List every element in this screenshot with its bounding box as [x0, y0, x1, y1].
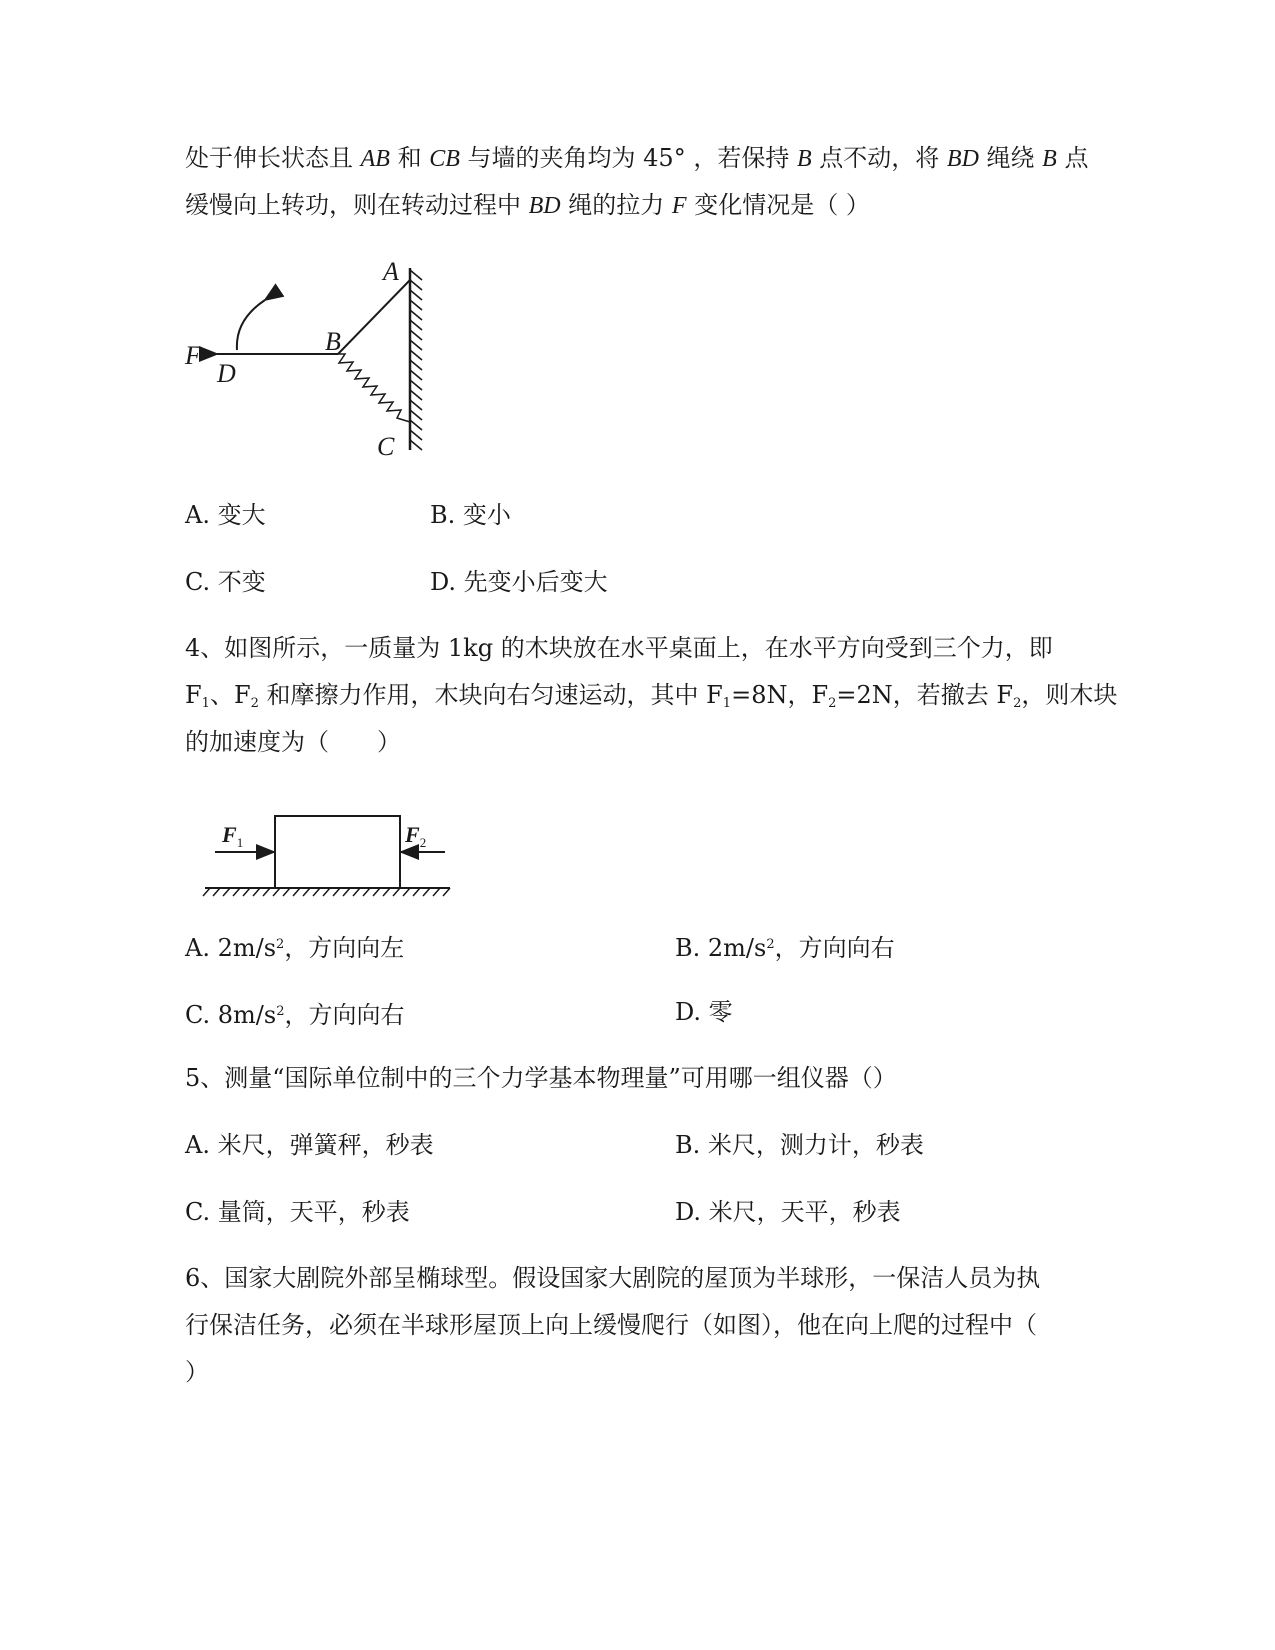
q6-line-2: 行保洁任务，必须在半球形屋顶上向上缓慢爬行（如图），他在向上爬的过程中（: [185, 1311, 1037, 1339]
q3-option-b[interactable]: B. 变小: [430, 501, 511, 529]
q4-option-c[interactable]: C. $8m/s^2$，方向向右: [185, 1001, 405, 1029]
q3-figure: [175, 250, 460, 475]
q5-option-c[interactable]: C. 量筒，天平，秒表: [185, 1198, 410, 1226]
point-label-b: B: [325, 327, 341, 356]
q5-option-a[interactable]: A. 米尺，弹簧秤，秒表: [185, 1131, 434, 1159]
spring-bc: [338, 354, 410, 422]
q5-line-1: 5、测量“国际单位制中的三个力学基本物理量”可用哪一组仪器（）: [185, 1064, 897, 1092]
point-label-d: D: [217, 359, 236, 388]
q4-option-a[interactable]: A. $2m/s^2$，方向向左: [185, 934, 405, 962]
q3-line-1: 处于伸长状态且 AB 和 CB 与墙的夹角均为 45° ，若保持 B 点不动，将 BD 绳绕 B 点: [185, 144, 1089, 172]
label-b: B: [796, 146, 812, 172]
ground-hatching: [203, 888, 450, 896]
point-label-a: A: [383, 257, 399, 286]
label-f: F: [671, 193, 687, 219]
wall-hatching: [410, 270, 422, 450]
force-label-f2: $F_2$: [405, 822, 427, 850]
q4-line-2: $F_1$、$F_2$ 和摩擦力作用，木块向右匀速运动，其中 $F_1=8N$，$F_2=2N$，若撤去 $F_2$，则木块: [185, 681, 1118, 711]
q4-line-1: 4、如图所示，一质量为 1kg 的木块放在水平桌面上，在水平方向受到三个力，即: [185, 634, 1053, 662]
q5-option-d[interactable]: D. 米尺，天平，秒表: [675, 1198, 901, 1226]
q6-line-1: 6、国家大剧院外部呈椭球型。假设国家大剧院的屋顶为半球形，一保洁人员为执: [185, 1264, 1041, 1292]
force-label-f: F: [185, 341, 201, 370]
label-bd: BD: [528, 193, 561, 219]
force-label-f1: $F_1$: [222, 822, 244, 850]
q4-option-d[interactable]: D. 零: [675, 998, 733, 1026]
label-cb: CB: [429, 146, 460, 172]
q4-figure: [200, 800, 455, 900]
point-label-c: C: [377, 432, 395, 461]
q3-option-c[interactable]: C. 不变: [185, 568, 266, 596]
rotation-arrow: [237, 300, 265, 350]
q6-line-3: ）: [185, 1358, 209, 1386]
q5-option-b[interactable]: B. 米尺，测力计，秒表: [675, 1131, 924, 1159]
q3-option-a[interactable]: A. 变大: [185, 501, 266, 529]
q4-option-b[interactable]: B. $2m/s^2$，方向向右: [675, 934, 895, 962]
wood-block: [275, 816, 400, 888]
q3-option-d[interactable]: D. 先变小后变大: [430, 568, 608, 596]
label-bd: BD: [946, 146, 979, 172]
label-ab: AB: [360, 146, 390, 172]
q3-line-2: 缓慢向上转功，则在转动过程中 BD 绳的拉力 F 变化情况是（ ）: [185, 191, 870, 219]
label-b: B: [1042, 146, 1057, 172]
q4-line-3: 的加速度为（ ）: [185, 728, 401, 756]
rope-ab: [338, 280, 410, 354]
